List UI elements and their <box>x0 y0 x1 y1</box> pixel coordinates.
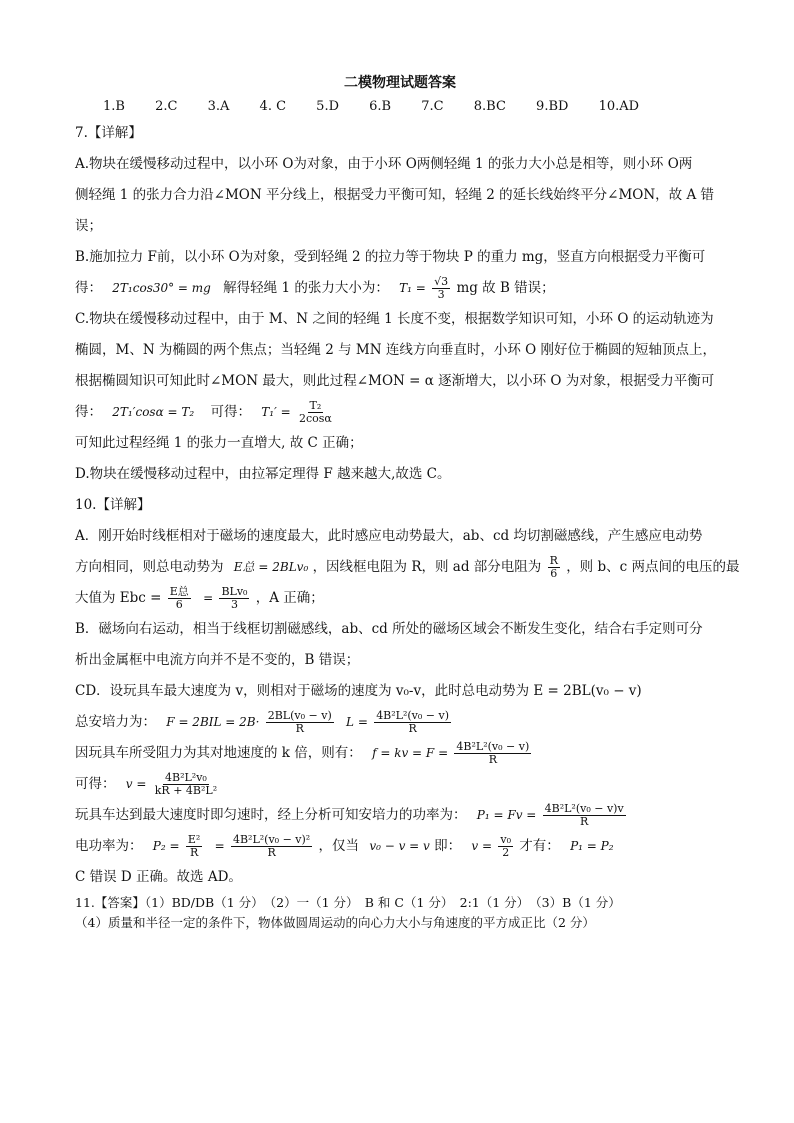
answer-item: 2.C <box>155 99 178 114</box>
q7-option-a-line: 侧轻绳 1 的张力合力沿∠MON 平分线上，根据受力平衡可知，轻绳 2 的延长线始终平分∠MON，故 A 错 <box>75 187 714 203</box>
equation: T₁′ = <box>261 405 291 419</box>
equation: F = 2BIL = 2B· <box>166 715 260 729</box>
fraction: $\frac{\text{T₂}}{2\cos\alpha}$ <box>299 399 332 425</box>
q11-answer-line: 11.【答案】（1）BD/DB（1 分） （2）一（1 分） B 和 C（1 分） 2:1（1 分） （3）B（1 分） <box>75 895 621 910</box>
answer-item: 3.A <box>207 99 230 114</box>
q7-option-b-line: B.施加拉力 F前，以小环 O为对象，受到轻绳 2 的拉力等于物块 P 的重力 mg，竖直方向根据受力平衡可 <box>75 249 706 265</box>
equation: P₁ = P₂ <box>570 839 614 853</box>
q10-option-cd-line: CD．设玩具车最大速度为 v，则相对于磁场的速度为 v₀-v，此时总电动势为 E = 2BL(v₀ − v) <box>75 683 642 699</box>
equation: P₁ = Fv = <box>476 808 537 822</box>
answer-item: 1.B <box>103 99 125 114</box>
answer-item: 8.BC <box>473 99 506 114</box>
q7-option-c-line: 根据椭圆知识可知此时∠MON 最大，则此过程∠MON = α 逐渐增大，以小环 O 为对象，根据受力平衡可 <box>75 373 715 389</box>
answer-item: 10.AD <box>598 99 640 114</box>
fraction: $\frac{\text{E²}}{R}$ <box>187 833 201 859</box>
q7-option-c-line: 椭圆，M、N 为椭圆的两个焦点；当轻绳 2 与 MN 连线方向垂直时，小环 O 刚好位于椭圆的短轴顶点上， <box>75 342 716 358</box>
q7-option-c-formula-line: 得： 2T₁′cosα = T₂ 可得： T₁′ = $\frac{\text{T₂}}{2\cos\alpha}$ <box>75 399 332 425</box>
q7-option-c-line: 可知此过程经绳 1 的张力一直增大, 故 C 正确； <box>75 435 363 451</box>
fraction: $\frac{\text{E总}}{6}$ <box>169 585 189 611</box>
fraction: $\frac{\text{4B²L²(v₀ − v)v}}{R}$ <box>544 802 624 828</box>
equation: 2T₁cos30° = mg <box>112 281 211 295</box>
q7-option-b-formula-line: 得： 2T₁cos30° = mg 解得轻绳 1 的张力大小为： T₁ = $\frac{√3}{3}$ mg 故 B 错误； <box>75 275 555 301</box>
equation: v₀ − v = v <box>369 839 430 853</box>
q10-heading: 10.【详解】 <box>75 497 151 513</box>
fraction: $\frac{√3}{3}$ <box>434 275 449 301</box>
q10-option-b-line: 析出金属框中电流方向并不是不变的，B 错误； <box>75 652 360 668</box>
fraction: $\frac{\text{BLv₀}}{3}$ <box>221 585 248 611</box>
equation: f = kv = F = <box>372 746 449 760</box>
fraction: $\frac{R}{6}$ <box>549 554 558 580</box>
answer-item: 7.C <box>421 99 444 114</box>
equation: 2T₁′cosα = T₂ <box>112 405 195 419</box>
q10-option-cd-formula-line: 电功率为： P₂ = $\frac{\text{E²}}{R}$ = $\frac{\text{4B²L²(v₀ − v)²}}{R}$ ，仅当 v₀ − v = v 即： v = $\frac{\text{v₀}}{2}$ 才有： P₁ = P₂ <box>75 833 614 859</box>
answer-document <box>75 72 740 933</box>
equation: v = <box>125 777 147 791</box>
q11-answer-line: （4）质量和半径一定的条件下，物体做圆周运动的向心力大小与角速度的平方成正比（2 分） <box>75 915 595 930</box>
equation: T₁ = <box>399 281 426 295</box>
q7-heading: 7.【详解】 <box>75 125 142 141</box>
q7-option-a-line: 误； <box>75 218 102 234</box>
answer-item: 4. C <box>259 99 287 114</box>
answer-item: 5.D <box>316 99 339 114</box>
q10-option-cd-formula-line: 因玩具车所受阻力为其对地速度的 k 倍，则有： f = kv = F = $\frac{\text{4B²L²(v₀ − v)}}{R}$ <box>75 740 530 766</box>
answer-item: 6.B <box>369 99 392 114</box>
q7-option-c-line: C.物块在缓慢移动过程中，由于 M、N 之间的轻绳 1 长度不变，根据数学知识可知，小环 O 的运动轨迹为 <box>75 311 714 327</box>
q10-option-cd-formula-line: 可得： v = $\frac{\text{4B²L²v₀}}{\text{kR + 4B²L²}}$ <box>75 771 218 797</box>
q10-option-b-line: B．磁场向右运动，相当于线框切割磁感线，ab、cd 所处的磁场区域会不断发生变化，结合右手定则可分 <box>75 621 703 637</box>
q10-conclusion-line: C 错误 D 正确。故选 AD。 <box>75 869 242 885</box>
equation: E总 = 2BLv₀ <box>233 560 309 574</box>
answer-key-row <box>75 96 725 118</box>
fraction: $\frac{\text{4B²L²v₀}}{\text{kR + 4B²L²}}$ <box>154 771 218 797</box>
q10-option-a-formula-line: 方向相同，则总电动势为 E总 = 2BLv₀ ，因线框电阻为 R，则 ad 部分电阻为 $\frac{R}{6}$ ，则 b、c 两点间的电压的最 <box>75 554 740 580</box>
q10-option-cd-formula-line: 玩具车达到最大速度时即匀速时，经上分析可知安培力的功率为： P₁ = Fv = $\frac{\text{4B²L²(v₀ − v)v}}{R}$ <box>75 802 624 828</box>
q10-option-cd-formula-line: 总安培力为： F = 2BIL = 2B· $\frac{\text{2BL(v₀ − v)}}{R}$ L = $\frac{\text{4B²L²(v₀ − v)}}{R}$ <box>75 709 450 735</box>
fraction: $\frac{\text{v₀}}{2}$ <box>500 833 511 859</box>
q7-option-a-line: A.物块在缓慢移动过程中，以小环 O为对象，由于小环 O两侧轻绳 1 的张力大小总是相等，则小环 O两 <box>75 156 693 172</box>
page-title: 二模物理试题答案 <box>344 75 456 91</box>
equation: v = <box>471 839 493 853</box>
q10-option-a-formula-line: 大值为 Ebc = $\frac{\text{E总}}{6}$ = $\frac{\text{BLv₀}}{3}$ ，A 正确； <box>75 585 324 611</box>
fraction: $\frac{\text{4B²L²(v₀ − v)²}}{R}$ <box>232 833 311 859</box>
q10-option-a-line: A．刚开始时线框相对于磁场的速度最大，此时感应电动势最大，ab、cd 均切割磁感线，产生感应电动势 <box>75 528 703 544</box>
fraction: $\frac{\text{4B²L²(v₀ − v)}}{R}$ <box>376 709 450 735</box>
equation: P₂ = <box>152 839 180 853</box>
answer-item: 9.BD <box>536 99 569 114</box>
fraction: $\frac{\text{2BL(v₀ − v)}}{R}$ <box>267 709 332 735</box>
fraction: $\frac{\text{4B²L²(v₀ − v)}}{R}$ <box>456 740 530 766</box>
q7-option-d-line: D.物块在缓慢移动过程中，由拉幂定理得 F 越来越大,故选 C。 <box>75 466 451 482</box>
